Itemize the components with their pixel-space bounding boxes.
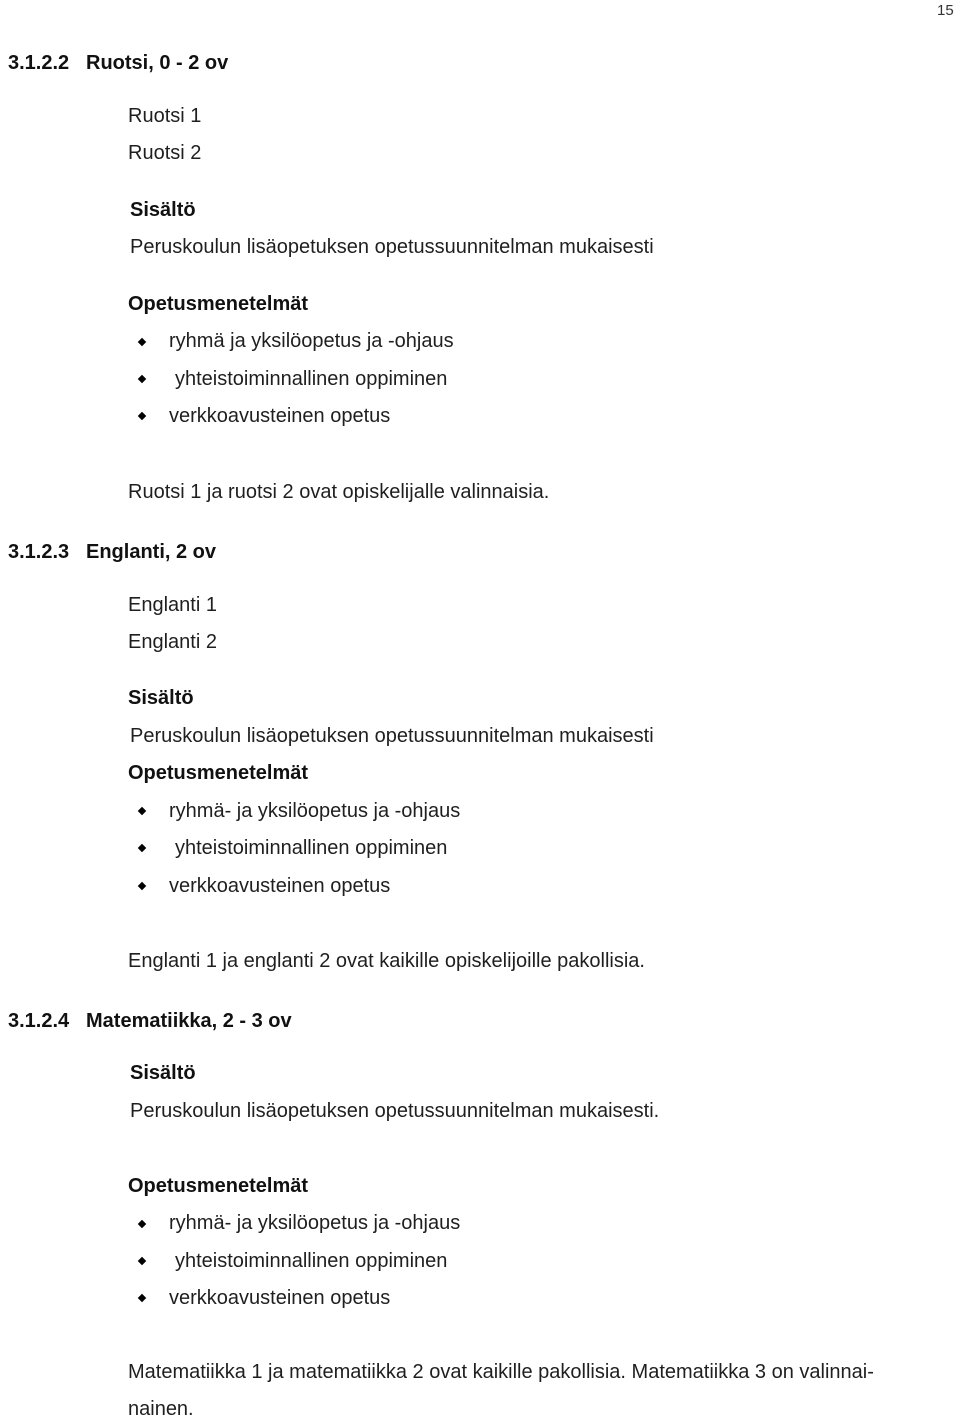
methods-heading: Opetusmenetelmät	[128, 1175, 309, 1197]
section-note: Ruotsi 1 ja ruotsi 2 ovat opiskelijalle valinnaisia.	[128, 481, 550, 503]
method-item: ryhmä- ja yksilöopetus ja -ohjaus	[169, 800, 461, 822]
diamond-bullet-icon	[138, 412, 146, 420]
diamond-bullet-icon	[138, 1294, 146, 1302]
diamond-bullet-icon	[138, 807, 146, 815]
method-item: verkkoavusteinen opetus	[169, 1287, 391, 1309]
diamond-bullet-icon	[138, 338, 146, 346]
section-heading-englanti	[8, 541, 216, 564]
diamond-bullet-icon	[138, 882, 146, 890]
content-text: Peruskoulun lisäopetuksen opetussuunnitelman mukaisesti.	[130, 1100, 660, 1122]
course-item: Englanti 1	[128, 594, 217, 616]
section-note-line: Matematiikka 1 ja matematiikka 2 ovat kaikille pakollisia. Matematiikka 3 on valinnai-	[128, 1361, 874, 1383]
method-item: verkkoavusteinen opetus	[169, 405, 391, 427]
section-note: Englanti 1 ja englanti 2 ovat kaikille opiskelijoille pakollisia.	[128, 950, 645, 972]
section-title: Matematiikka, 2 - 3 ov	[86, 1010, 292, 1032]
section-title: Englanti, 2 ov	[86, 541, 217, 563]
content-heading: Sisältö	[130, 199, 196, 221]
section-note-line: nainen.	[128, 1398, 194, 1420]
content-text: Peruskoulun lisäopetuksen opetussuunnitelman mukaisesti	[130, 236, 654, 258]
method-item: yhteistoiminnallinen oppiminen	[175, 1250, 448, 1272]
section-heading-matematiikka	[8, 1010, 292, 1033]
section-title: Ruotsi, 0 - 2 ov	[86, 52, 229, 74]
course-item: Ruotsi 1	[128, 105, 202, 127]
method-item: ryhmä ja yksilöopetus ja -ohjaus	[169, 330, 454, 352]
diamond-bullet-icon	[138, 1257, 146, 1265]
methods-heading: Opetusmenetelmät	[128, 762, 309, 784]
section-number: 3.1.2.2	[8, 52, 70, 74]
page-number: 15	[937, 2, 954, 19]
method-item: yhteistoiminnallinen oppiminen	[175, 368, 448, 390]
diamond-bullet-icon	[138, 375, 146, 383]
content-heading: Sisältö	[130, 1062, 196, 1084]
diamond-bullet-icon	[138, 844, 146, 852]
method-item: verkkoavusteinen opetus	[169, 875, 391, 897]
method-item: yhteistoiminnallinen oppiminen	[175, 837, 448, 859]
diamond-bullet-icon	[138, 1220, 146, 1228]
section-number: 3.1.2.3	[8, 541, 70, 563]
course-item: Ruotsi 2	[128, 142, 202, 164]
content-text: Peruskoulun lisäopetuksen opetussuunnitelman mukaisesti	[130, 725, 654, 747]
section-number: 3.1.2.4	[8, 1010, 70, 1032]
course-item: Englanti 2	[128, 631, 217, 653]
method-item: ryhmä- ja yksilöopetus ja -ohjaus	[169, 1212, 461, 1234]
methods-heading: Opetusmenetelmät	[128, 293, 309, 315]
section-heading-ruotsi	[8, 52, 228, 75]
content-heading: Sisältö	[128, 687, 194, 709]
